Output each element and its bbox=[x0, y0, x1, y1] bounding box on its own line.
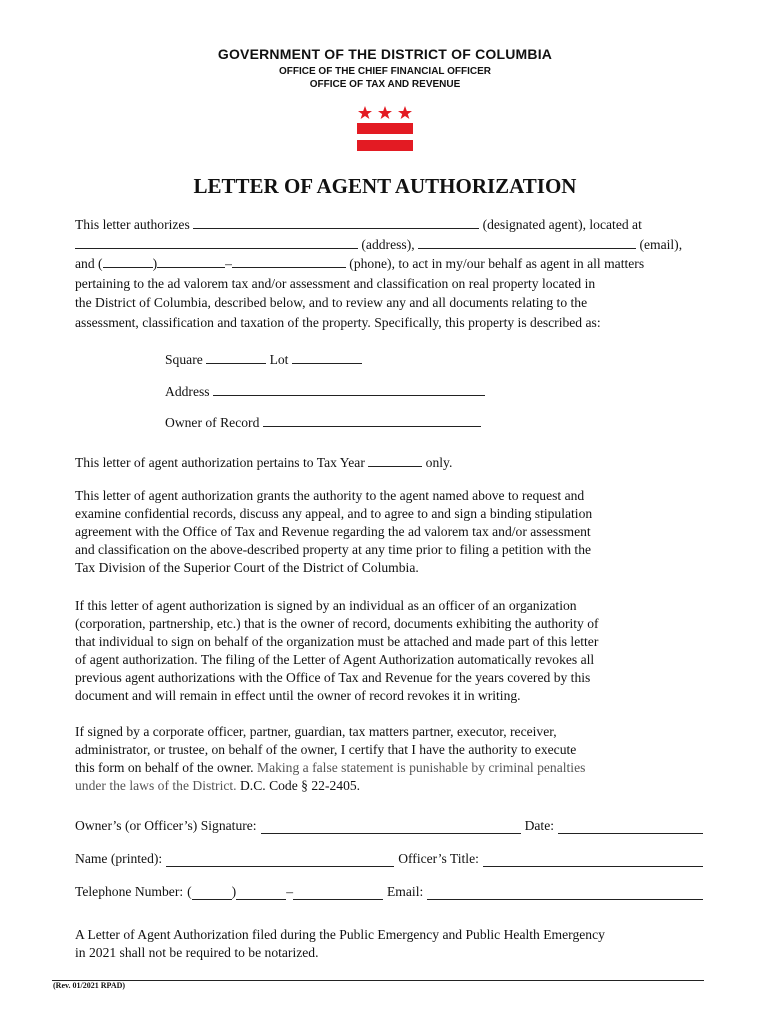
star-icon bbox=[398, 106, 412, 119]
printed-name-field[interactable] bbox=[166, 852, 394, 867]
signature-row: Owner’s (or Officer’s) Signature: Date: bbox=[75, 818, 703, 834]
star-icon bbox=[358, 106, 372, 119]
star-icon bbox=[378, 106, 392, 119]
authority-paragraph: This letter of agent authorization grants the authority to the agent named above to request and examine confidential records, discuss any appeal, and to agree to and sign a binding stipulation agreement with the Office of Tax and Revenue regarding the ad valorem tax and/or assessment and classification on the above-described property at any time prior to filing a petition with the Tax Division of the Superior Court of the District of Columbia. bbox=[75, 488, 593, 575]
square-lot-row: Square Lot bbox=[165, 350, 362, 368]
agent-name-field[interactable] bbox=[193, 215, 479, 229]
signer-phone-prefix-field[interactable] bbox=[236, 885, 286, 900]
dc-flag-logo bbox=[357, 104, 413, 154]
owner-of-record-row: Owner of Record bbox=[165, 413, 481, 431]
tax-year-field[interactable] bbox=[368, 453, 422, 467]
address-field[interactable] bbox=[75, 235, 358, 249]
signer-phone-area-field[interactable] bbox=[192, 885, 232, 900]
date-field[interactable] bbox=[558, 819, 703, 834]
notarization-notice: A Letter of Agent Authorization filed during the Public Emergency and Public Health Emergency in 2021 shall not be required to be notarized. bbox=[75, 927, 605, 960]
phone-email-row: Telephone Number: ( ) – Email: bbox=[75, 884, 703, 900]
footer-divider bbox=[52, 980, 704, 981]
property-address-field[interactable] bbox=[213, 382, 485, 396]
officer-paragraph: If this letter of agent authorization is signed by an individual as an officer of an organization (corporation, partnership, etc.) that is the owner of record, documents exhibiting the authority of that individual to sign on behalf of the organization must be attached and made part of this letter of agent authorization. The filing of the Letter of Agent Authorization automatically revokes all previous agent authorizations with the Office of Tax and Revenue for the years covered by this document and will remain in effect until the owner of record revokes it in writing. bbox=[75, 598, 599, 703]
name-title-row: Name (printed): Officer’s Title: bbox=[75, 851, 703, 867]
property-address-row: Address bbox=[165, 382, 485, 400]
signer-phone-number-field[interactable] bbox=[293, 885, 383, 900]
square-field[interactable] bbox=[206, 350, 266, 364]
signer-email-field[interactable] bbox=[427, 885, 703, 900]
letterhead bbox=[0, 46, 770, 91]
revision-label: (Rev. 01/2021 RPAD) bbox=[53, 981, 126, 990]
signature-field[interactable] bbox=[261, 819, 521, 834]
office-cfo: OFFICE OF THE CHIEF FINANCIAL OFFICER bbox=[278, 66, 492, 77]
government-name: GOVERNMENT OF THE DISTRICT OF COLUMBIA bbox=[217, 46, 553, 62]
lot-field[interactable] bbox=[292, 350, 362, 364]
tax-year-row: This letter of agent authorization pertains to Tax Year only. bbox=[75, 455, 453, 470]
officer-title-field[interactable] bbox=[483, 852, 703, 867]
intro-paragraph: This letter authorizes (designated agent), located at (address), (email), and ( ) – (phone), to act in my/our behalf as agent in all matters pertaining to the ad valorem tax and/or assessment and classification on real property located in the District of Columbia, described below, and to review any and all documents relating to the assessment, classification and taxation of the property. Specifically, this property is described as: bbox=[75, 217, 683, 330]
office-otr: OFFICE OF TAX AND REVENUE bbox=[309, 79, 461, 90]
certification-paragraph: If signed by a corporate officer, partner, guardian, tax matters partner, executor, receiver, administrator, or trustee, on behalf of the owner, I certify that I have the authority to execute this form on behalf of the owner. Making a false statement is punishable by criminal penalties under the laws of the District. D.C. Code § 22-2405. bbox=[75, 724, 586, 793]
document-title: LETTER OF AGENT AUTHORIZATION bbox=[193, 174, 577, 198]
phone-number-field[interactable] bbox=[232, 254, 346, 268]
phone-prefix-field[interactable] bbox=[157, 254, 225, 268]
email-field[interactable] bbox=[418, 235, 636, 249]
owner-of-record-field[interactable] bbox=[263, 413, 481, 427]
phone-area-code-field[interactable] bbox=[103, 254, 153, 268]
